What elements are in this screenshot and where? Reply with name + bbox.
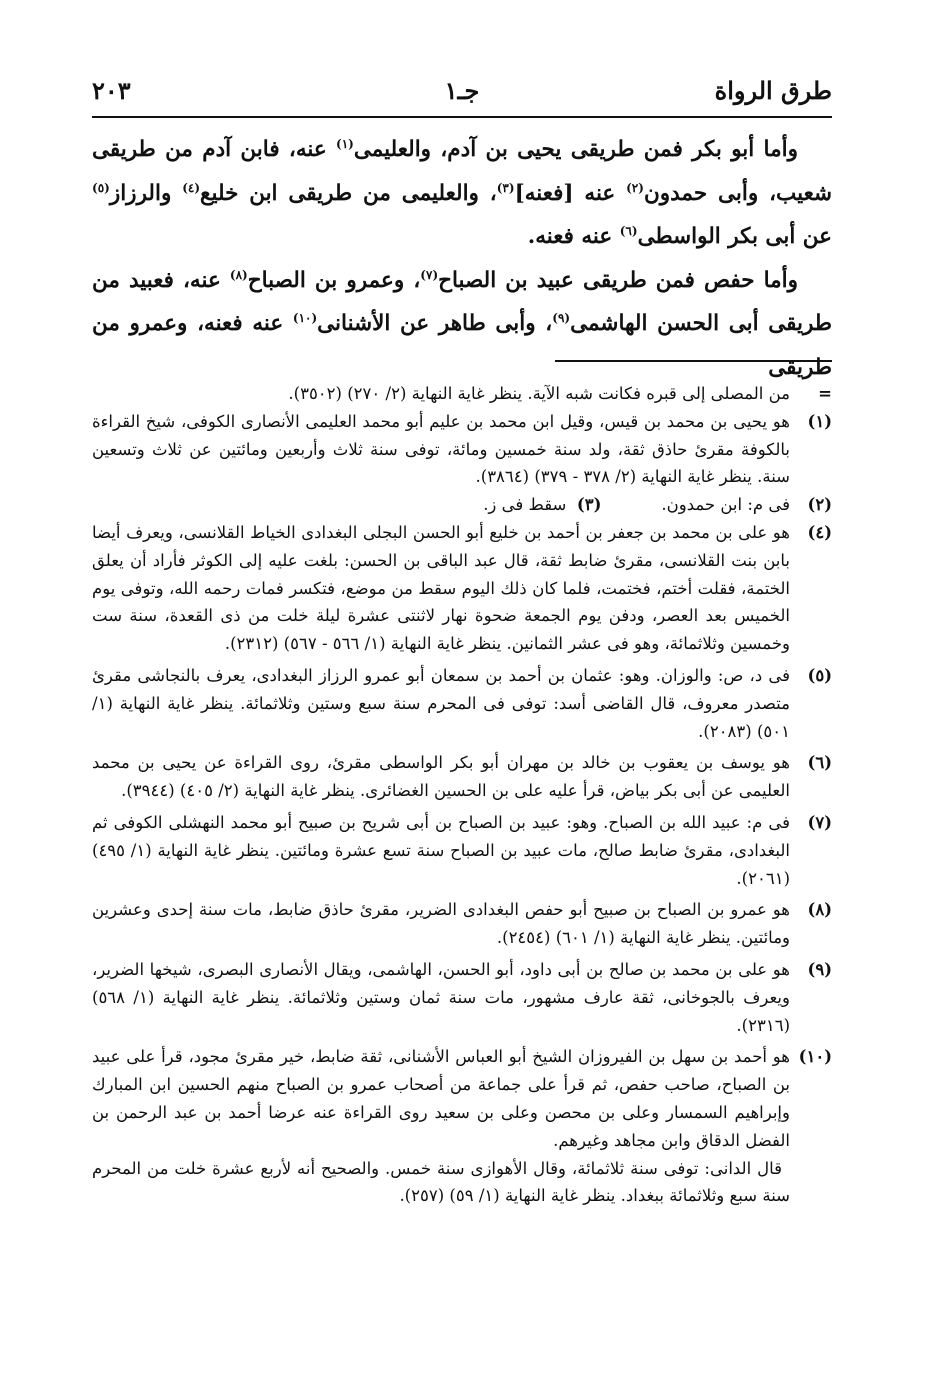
- footnotes-2-3: [92, 491, 832, 519]
- text-run: عنه، فعبيد من طريقى أبى الحسن الهاشمى: [92, 267, 833, 336]
- footnote-ref: (٢): [626, 180, 644, 195]
- footnote-number: (٧): [807, 812, 832, 832]
- footnote-separator: [555, 360, 832, 362]
- footnote-3: [483, 491, 601, 519]
- footnote-ref: (٨): [229, 267, 248, 282]
- text-run: ، وعمرو بن الصباح: [247, 267, 421, 293]
- footnote-ref: (١٠): [292, 310, 318, 325]
- footnote-ref: (٧): [420, 267, 439, 282]
- main-text: [92, 128, 832, 389]
- footnote-text: فى م: عبيد الله بن الصباح. وهو: عبيد بن الصباح بن أبى شريح بن صبيح أبو محمد النهشلى الكوفى ثم البغدادى، مقرئ ضابط صالح، مات عبيد بن الصباح سنة تسع عشرة ومائتين. ينظر غاية النهاية (١/ ٤٩٥) (٢٠٦١).: [92, 812, 790, 888]
- footnote-number: (٤): [807, 522, 832, 542]
- text-run: عنه، فابن آدم من طريقى شعيب، وأبى حمدون: [92, 137, 832, 206]
- footnote-continued: [92, 380, 832, 408]
- footnote-text: فى م: ابن حمدون.: [661, 495, 790, 515]
- text-run: ، والعليمى من طريقى ابن خليع: [200, 180, 497, 206]
- footnote-number: (١٠): [798, 1047, 832, 1067]
- footnote-text: من المصلى إلى قبره فكانت شبه الآية. ينظر غاية النهاية (٢/ ٢٧٠) (٣٥٠٢).: [288, 384, 790, 403]
- footnote-number: (٨): [807, 900, 832, 920]
- text-run: عن أبى بكر الواسطى: [637, 224, 832, 249]
- footnote-number: (٦): [807, 753, 832, 773]
- paragraph-abu-bakr: [92, 128, 832, 259]
- footnote-number: (٥): [807, 665, 832, 685]
- footnote-ref: (٩): [552, 310, 571, 325]
- footnote-ref: (٥): [92, 180, 110, 195]
- running-title: طرق الرواة: [714, 76, 832, 105]
- text-run: عنه [فعنه]: [514, 180, 627, 206]
- footnote-ref: (٤): [182, 180, 201, 195]
- running-header: [92, 72, 832, 118]
- text-run: عنه فعنه.: [527, 224, 620, 249]
- footnote-10-continued: قال الدانى: توفى سنة ثلاثمائة، وقال الأهوازى سنة خمس. والصحيح أنه لأربع عشرة خلت من المحرم سنة سبع وثلاثمائة ببغداد. ينظر غاية النهاية (١/ ٥٩) (٢٥٧).: [92, 1158, 790, 1206]
- footnote-ref: (١): [336, 136, 354, 151]
- text-run: وأما أبو بكر فمن طريقى يحيى بن آدم، والعليمى: [353, 137, 798, 162]
- footnote-number: =: [818, 384, 832, 403]
- footnote-10: [92, 1043, 832, 1154]
- footnote-7: [92, 809, 832, 892]
- footnote-number: (٩): [807, 959, 832, 979]
- footnote-number: (٣): [576, 495, 602, 515]
- footnote-text: هو على بن محمد بن جعفر بن أحمد بن خليع أبو الحسن البجلى البغدادى الخياط القلانسى، ويعرف أيضا بابن بنت القلانسى، مقرئ ضابط ثقة، قال عبد الباقى بن الحسن: بلغت عليه إلى الكوثر فأراد أن يعلق الختمة، فقلت أختم، فختمت، فلما كان ذلك اليوم سقط من موضع، فتكسر فمات رحمه الله، وتوفى يوم الخميس بعد العصر، ودفن يوم الجمعة ضحوة نهار لاثنتى عشرة ليلة خلت من ذى القعدة، سنة ست وخمسين وثلاثمائة، وهو فى عشر الثمانين. ينظر غاية النهاية (١/ ٥٦٦ - ٥٦٧) (٢٣١٢).: [92, 522, 791, 654]
- footnote-1: [92, 408, 832, 491]
- footnote-text: هو يوسف بن يعقوب بن خالد بن مهران أبو بكر الواسطى مقرئ، روى القراءة عن يحيى بن محمد العليمى عن أبى بكر بياض، قرأ عليه على بن الحسين الغضائرى. ينظر غاية النهاية (٢/ ٤٠٥) (٣٩٤٤).: [92, 753, 790, 801]
- footnote-text: هو أحمد بن سهل بن الفيروزان الشيخ أبو العباس الأشنانى، ثقة ضابط، خير مقرئ مجود، قرأ على عبيد بن الصباح، صاحب حفص، ثم قرأ على جماعة من أصحاب عمرو بن الصباح منهم الحسين ابن المبارك وإبراهيم السمسار وعلى بن محصن وعلى بن سعيد روى القراءة عنه عرضا أحمد بن عبد الرحمن بن الفضل الدقاق وابن مجاهد وغيرهم.: [92, 1047, 790, 1150]
- volume-label: جـ١: [444, 76, 480, 105]
- footnote-5: [92, 662, 832, 745]
- footnotes: [92, 380, 832, 1210]
- footnote-6: [92, 749, 832, 805]
- footnote-text: هو على بن محمد بن صالح بن أبى داود، أبو الحسن، الهاشمى، ويقال الأنصارى البصرى، شيخها الضرير، ويعرف بالجوخانى، ثقة عارف مشهور، مات سنة ثمان وستين وثلاثمائة. ينظر غاية النهاية (١/ ٥٦٨) (٢٣١٦).: [92, 959, 790, 1035]
- footnote-number: (١): [807, 411, 832, 431]
- text-run: والرزاز: [109, 180, 183, 206]
- footnote-8: [92, 896, 832, 952]
- footnote-text: هو يحيى بن محمد بن قيس، وقيل ابن محمد بن عليم أبو محمد العليمى الأنصارى الكوفى، شيخ القراءة بالكوفة مقرئ حاذق ثقة، ولد سنة خمسين ومائة، توفى سنة ثلاث وأربعين ومائتين عن ثلاث وتسعين سنة. ينظر غاية النهاية (٢/ ٣٧٨ - ٣٧٩) (٣٨٦٤).: [92, 411, 790, 487]
- footnote-ref: (٦): [619, 223, 638, 238]
- footnote-text: فى د، ص: والوزان. وهو: عثمان بن أحمد بن سمعان أبو عمرو الرزاز البغدادى، يعرف بالنجاشى مقرئ متصدر معروف، قال القاضى أسد: توفى فى المحرم سنة سبع وستين وثلاثمائة. ينظر غاية النهاية (١/ ٥٠١) (٢٠٨٣).: [92, 665, 790, 741]
- text-run: عنه فعنه، وعمرو من طريقى: [92, 311, 832, 380]
- footnote-9: [92, 956, 832, 1039]
- text-run: وأما حفص فمن طريقى عبيد بن الصباح: [438, 267, 799, 293]
- page-number: ٢٠٣: [92, 76, 131, 105]
- footnote-4: [92, 519, 832, 658]
- footnote-text: هو عمرو بن الصباح بن صبيح أبو حفص البغدادى الضرير، مقرئ حاذق ضابط، مات سنة إحدى وعشرين ومائتين. ينظر غاية النهاية (١/ ٦٠١) (٢٤٥٤).: [92, 900, 790, 948]
- footnote-ref: (٣): [496, 180, 515, 195]
- footnote-number: (٢): [807, 495, 832, 515]
- paragraph-hafs: [92, 259, 832, 390]
- footnote-text: سقط فى ز.: [483, 495, 567, 515]
- text-run: ، وأبى طاهر عن الأشنانى: [317, 311, 553, 336]
